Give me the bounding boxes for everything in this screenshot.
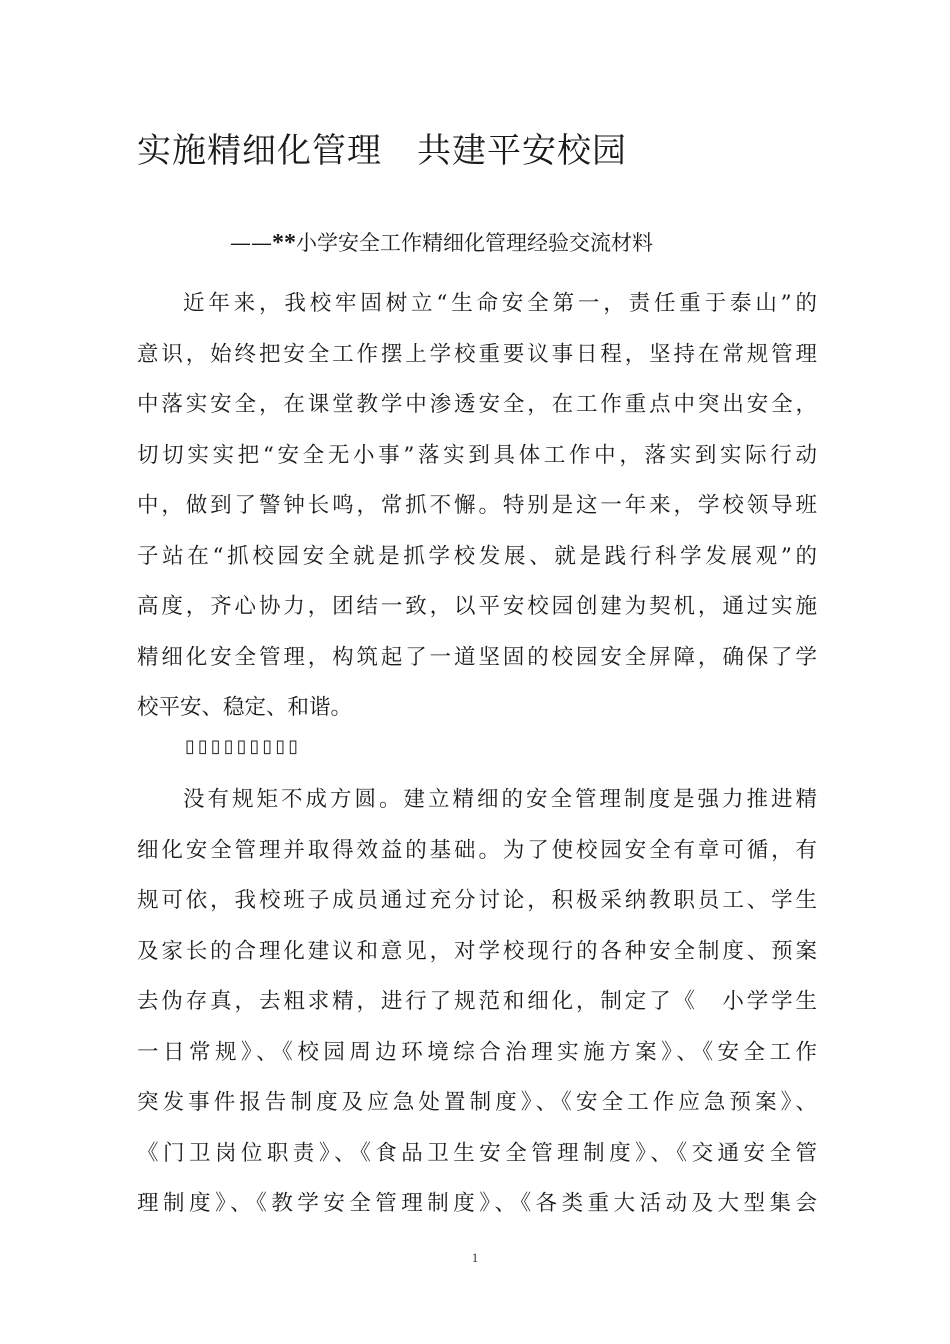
subtitle-stars: ** <box>272 230 296 256</box>
paragraph-line: 意识，始终把安全工作摆上学校重要议事日程，坚持在常规管理 <box>137 341 817 367</box>
paragraph-line: 规可依，我校班子成员通过充分讨论，积极采纳教职员工、学生 <box>137 888 817 913</box>
paragraph-line: 及家长的合理化建议和意见，对学校现行的各种安全制度、预案 <box>137 938 817 964</box>
paragraph-line: 理制度》、《教学安全管理制度》、《各类重大活动及大型集会 <box>137 1191 817 1216</box>
paragraph-line: 一日常规》、《校园周边环境综合治理实施方案》、《安全工作 <box>137 1039 817 1065</box>
paragraph-line: 去伪存真，去粗求精，进行了规范和细化，制定了《 小学学生 <box>137 989 817 1014</box>
document-title: 实施精细化管理 共建平安校园 <box>137 131 627 171</box>
subtitle-dash: —— <box>230 231 272 255</box>
paragraph-line: 《门卫岗位职责》、《食品卫生安全管理制度》、《交通安全管 <box>137 1140 817 1166</box>
paragraph-line: 近年来，我校牢固树立“生命安全第一，责任重于泰山”的 <box>183 291 817 316</box>
paragraph-line: 精细化安全管理，构筑起了一道坚固的校园安全屏障，确保了学 <box>137 644 817 670</box>
paragraph-line: 子站在“抓校园安全就是抓学校发展、就是践行科学发展观”的 <box>137 543 817 569</box>
subtitle-text: 小学安全工作精细化管理经验交流材料 <box>296 231 653 255</box>
paragraph-rules <box>137 775 817 1230</box>
paragraph-line: 突发事件报告制度及应急处置制度》、《安全工作应急预案》、 <box>137 1090 817 1115</box>
paragraph-intro <box>137 279 817 734</box>
paragraph-line: 没有规矩不成方圆。建立精细的安全管理制度是强力推进精 <box>183 787 817 812</box>
paragraph-line: 细化安全管理并取得效益的基础。为了使校园安全有章可循，有 <box>137 837 817 863</box>
page-number: 1 <box>471 1250 479 1265</box>
paragraph-line: 中落实安全，在课堂教学中渗透安全，在工作重点中突出安全， <box>137 392 817 417</box>
section-heading: ▯▯▯▯▯▯▯▯▯ <box>185 736 302 757</box>
paragraph-line: 高度，齐心协力，团结一致，以平安校园创建为契机，通过实施 <box>137 594 817 619</box>
paragraph-line: 中，做到了警钟长鸣，常抓不懈。特别是这一年来，学校领导班 <box>137 493 817 518</box>
paragraph-line: 切切实实把“安全无小事”落实到具体工作中，落实到实际行动 <box>137 442 817 468</box>
paragraph-line: 校平安、稳定、和谐。 <box>137 695 353 720</box>
document-subtitle <box>230 225 653 261</box>
